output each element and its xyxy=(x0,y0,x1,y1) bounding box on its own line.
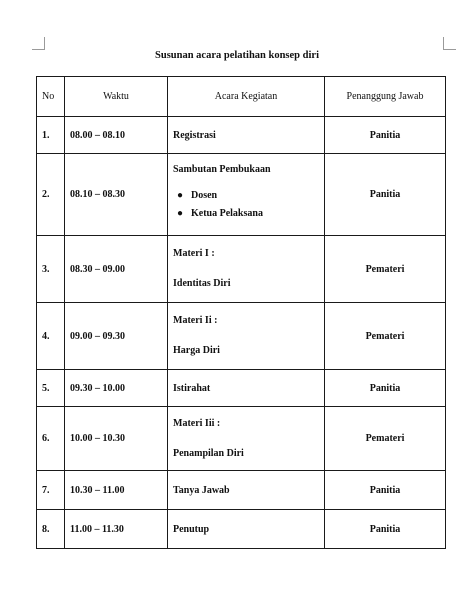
table-row xyxy=(37,370,446,407)
cell-penanggung-jawab: Panitia xyxy=(325,510,446,549)
cell-acara xyxy=(168,407,325,471)
cell-acara xyxy=(168,236,325,303)
list-item xyxy=(177,207,319,220)
cell-penanggung-jawab: Panitia xyxy=(325,154,446,236)
cell-waktu: 10.00 – 10.30 xyxy=(65,407,168,471)
cell-no: 1. xyxy=(37,117,65,154)
cell-no: 2. xyxy=(37,154,65,236)
list-item xyxy=(177,189,319,202)
cell-waktu: 11.00 – 11.30 xyxy=(65,510,168,549)
cell-no: 5. xyxy=(37,370,65,407)
table-row xyxy=(37,117,446,154)
bullet-icon: ● xyxy=(177,207,184,219)
cell-no: 7. xyxy=(37,471,65,510)
table-row xyxy=(37,471,446,510)
cell-waktu: 08.10 – 08.30 xyxy=(65,154,168,236)
acara-subtext: Identitas Diri xyxy=(173,278,231,289)
cell-acara: Tanya Jawab xyxy=(168,471,325,510)
cell-penanggung-jawab: Panitia xyxy=(325,117,446,154)
header-waktu: Waktu xyxy=(65,77,168,117)
table-row xyxy=(37,510,446,549)
document-title: Susunan acara pelatihan konsep diri xyxy=(155,50,319,61)
cell-waktu: 10.30 – 11.00 xyxy=(65,471,168,510)
table-row xyxy=(37,154,446,236)
cell-waktu: 09.00 – 09.30 xyxy=(65,303,168,370)
header-penanggung-jawab: Penanggung Jawab xyxy=(325,77,446,117)
list-item-text: Ketua Pelaksana xyxy=(191,207,263,219)
table-row xyxy=(37,407,446,471)
cell-waktu: 08.00 – 08.10 xyxy=(65,117,168,154)
cell-no: 3. xyxy=(37,236,65,303)
acara-text: Materi I : xyxy=(173,248,215,259)
cell-penanggung-jawab: Pemateri xyxy=(325,236,446,303)
acara-text: Materi Iii : xyxy=(173,417,221,429)
schedule-table xyxy=(36,76,446,549)
cell-penanggung-jawab: Pemateri xyxy=(325,303,446,370)
cell-waktu: 09.30 – 10.00 xyxy=(65,370,168,407)
crop-mark-top-left xyxy=(32,37,45,50)
cell-penanggung-jawab: Panitia xyxy=(325,471,446,510)
acara-text: Materi Ii : xyxy=(173,315,218,326)
cell-penanggung-jawab: Panitia xyxy=(325,370,446,407)
list-item-text: Dosen xyxy=(191,189,218,201)
cell-no: 8. xyxy=(37,510,65,549)
cell-acara xyxy=(168,154,325,236)
bullet-list xyxy=(173,190,319,220)
table-row xyxy=(37,303,446,370)
cell-acara: Penutup xyxy=(168,510,325,549)
header-acara: Acara Kegiatan xyxy=(168,77,325,117)
acara-text: Sambutan Pembukaan xyxy=(173,163,271,175)
header-no: No xyxy=(37,77,65,117)
table-header-row xyxy=(37,77,446,117)
table-row xyxy=(37,236,446,303)
acara-subtext: Harga Diri xyxy=(173,345,220,356)
bullet-icon: ● xyxy=(177,189,184,201)
cell-no: 4. xyxy=(37,303,65,370)
cell-acara: Istirahat xyxy=(168,370,325,407)
cell-penanggung-jawab: Pemateri xyxy=(325,407,446,471)
acara-subtext: Penampilan Diri xyxy=(173,447,244,459)
cell-no: 6. xyxy=(37,407,65,471)
cell-waktu: 08.30 – 09.00 xyxy=(65,236,168,303)
cell-acara xyxy=(168,303,325,370)
cell-acara: Registrasi xyxy=(168,117,325,154)
crop-mark-top-right xyxy=(443,37,456,50)
